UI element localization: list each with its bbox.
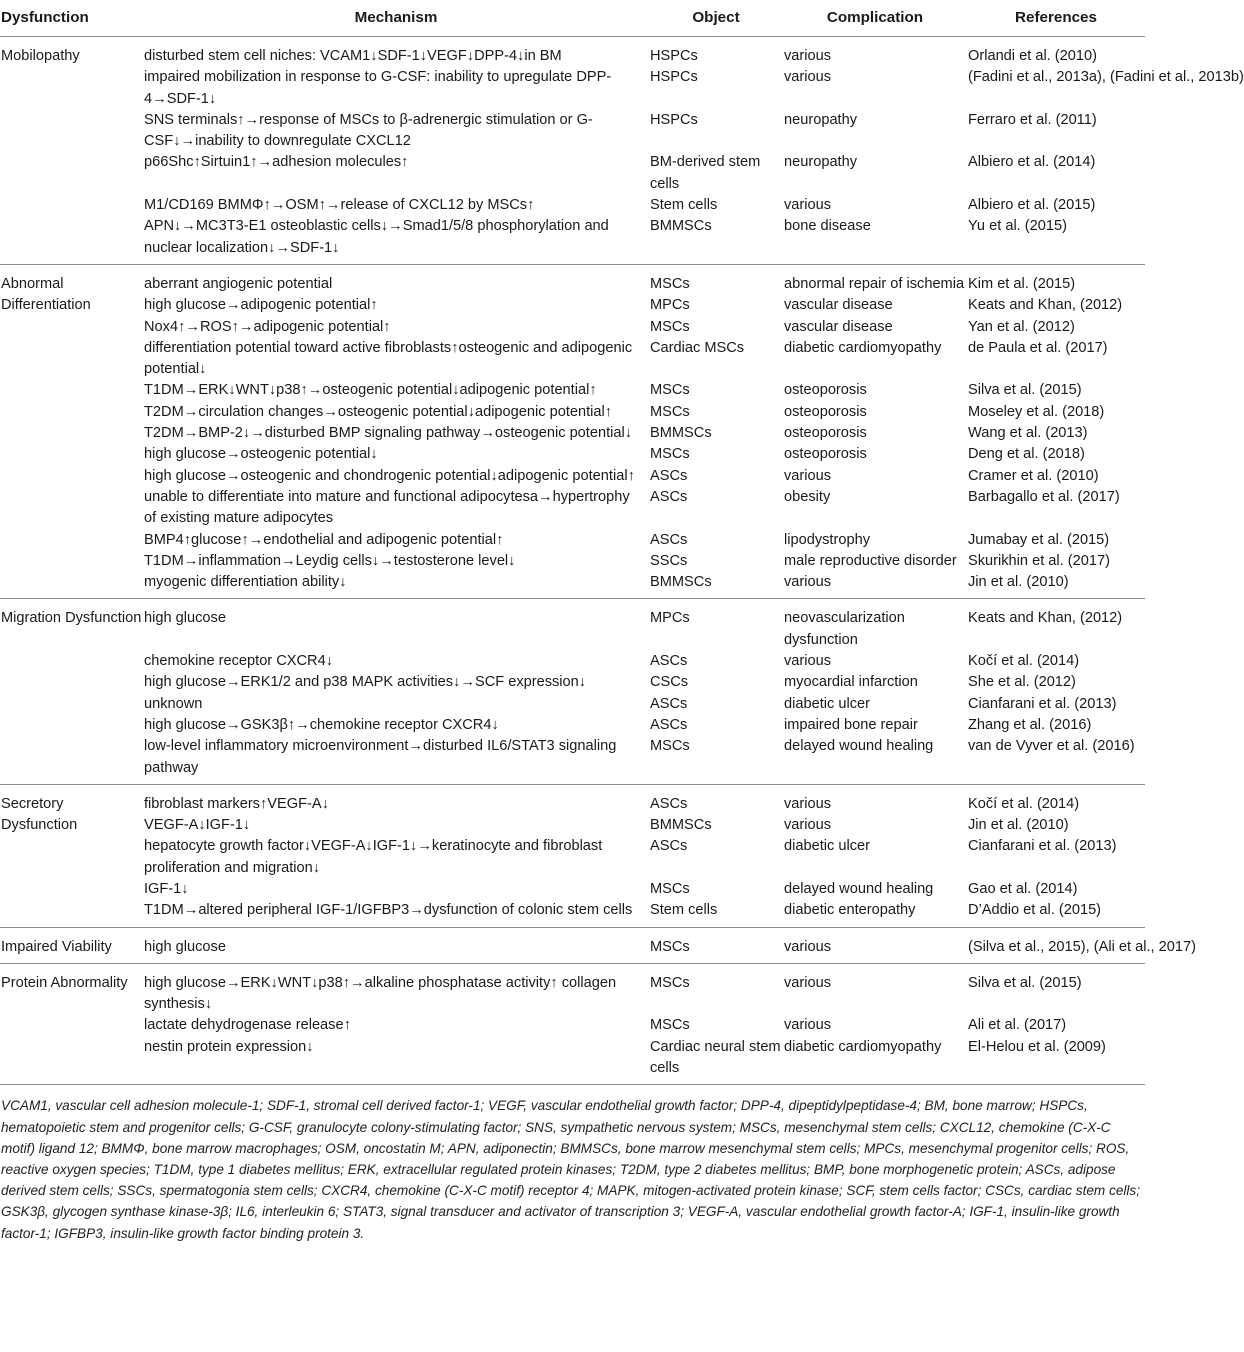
table-row [0, 152, 1145, 195]
dysfunction-cell: Migration Dysfunction [1, 610, 142, 627]
object-cell: BM-derived stem cells [650, 154, 761, 192]
object-cell: SSCs [650, 552, 688, 569]
references-cell: Deng et al. (2018) [968, 446, 1085, 463]
table-row [0, 423, 1145, 444]
complication-cell: various [784, 574, 832, 591]
object-cell: ASCs [650, 695, 688, 712]
object-cell: MPCs [650, 297, 690, 314]
references-cell: (Silva et al., 2015), (Ali et al., 2017) [968, 938, 1196, 955]
table-row [0, 1015, 1145, 1036]
complication-cell: osteoporosis [784, 403, 867, 420]
references-cell: de Paula et al. (2017) [968, 339, 1108, 356]
table-row [0, 317, 1145, 338]
references-cell: Skurikhin et al. (2017) [968, 552, 1110, 569]
complication-cell: impaired bone repair [784, 716, 918, 733]
complication-cell: diabetic cardiomyopathy [784, 1038, 942, 1055]
dysfunction-cell: Impaired Viability [1, 938, 112, 955]
object-cell: MSCs [650, 974, 690, 991]
complication-cell: vascular disease [784, 318, 893, 335]
dysfunction-cell: Mobilopathy [1, 48, 80, 64]
mechanism-cell: myogenic differentiation ability↓ [144, 574, 347, 591]
header-object: Object [649, 0, 783, 37]
object-cell: ASCs [650, 488, 688, 505]
complication-cell: myocardial infarction [784, 674, 918, 691]
complication-cell: neovascularization dysfunction [784, 610, 905, 648]
object-cell: Cardiac neural stem cells [650, 1038, 781, 1077]
object-cell: HSPCs [650, 69, 698, 86]
table-row [0, 836, 1145, 879]
object-cell: MSCs [650, 275, 690, 292]
references-cell: D’Addio et al. (2015) [968, 902, 1102, 919]
mechanism-cell: unable to differentiate into mature and functional adipocytesa→hypertrophy of existing mature adipocytes [144, 488, 630, 527]
mechanism-cell: low-level inflammatory microenvironment→disturbed IL6/STAT3 signaling pathway [144, 738, 617, 776]
complication-cell: delayed wound healing [784, 738, 934, 755]
mechanism-cell: T2DM→BMP-2↓→disturbed BMP signaling pathway→osteogenic potential↓ [144, 425, 633, 442]
table-row [0, 900, 1145, 927]
references-cell: Yan et al. (2012) [968, 318, 1075, 335]
object-cell: HSPCs [650, 111, 698, 128]
complication-cell: abnormal repair of ischemia [784, 275, 965, 292]
mechanism-cell: high glucose→ERK1/2 and p38 MAPK activities↓→SCF expression↓ [144, 674, 587, 691]
complication-cell: various [784, 795, 832, 812]
table-row [0, 694, 1145, 715]
references-cell: Silva et al. (2015) [968, 974, 1082, 991]
mechanism-cell: high glucose→osteogenic and chondrogenic potential↓adipogenic potential↑ [144, 467, 635, 484]
table-row [0, 110, 1145, 153]
table-row [0, 736, 1145, 784]
complication-cell: male reproductive disorder [784, 552, 957, 569]
mechanism-cell: lactate dehydrogenase release↑ [144, 1017, 351, 1034]
complication-cell: bone disease [784, 218, 871, 235]
mechanism-cell: impaired mobilization in response to G-CSF: inability to upregulate DPP-4→SDF-1↓ [144, 69, 612, 107]
dysfunction-cell: Secretory Dysfunction [1, 795, 78, 834]
object-cell: MSCs [650, 880, 690, 897]
mechanism-cell: APN↓→MC3T3-E1 osteoblastic cells↓→Smad1/5/8 phosphorylation and nuclear localization↓→SDF-1↓ [144, 218, 609, 256]
table-row [0, 67, 1145, 110]
complication-cell: various [784, 653, 832, 670]
dysfunction-group [0, 37, 1244, 265]
references-cell: Ferraro et al. (2011) [968, 111, 1097, 128]
references-cell: Jin et al. (2010) [968, 817, 1069, 834]
references-cell: Keats and Khan, (2012) [968, 297, 1123, 314]
table-row [0, 338, 1145, 381]
mechanism-cell: T2DM→circulation changes→osteogenic potential↓adipogenic potential↑ [144, 403, 613, 420]
mechanism-cell: hepatocyte growth factor↓VEGF-A↓IGF-1↓→keratinocyte and fibroblast proliferation and migration↓ [144, 838, 603, 876]
mechanism-cell: SNS terminals↑→response of MSCs to β-adrenergic stimulation or G-CSF↓→inability to downregulate CXCL12 [144, 111, 593, 150]
mechanism-cell: high glucose→ERK↓WNT↓p38↑→alkaline phosphatase activity↑ collagen synthesis↓ [144, 974, 617, 1013]
references-cell: El-Helou et al. (2009) [968, 1038, 1106, 1055]
object-cell: Stem cells [650, 197, 718, 214]
mechanism-cell: nestin protein expression↓ [144, 1038, 314, 1055]
table-row [0, 466, 1145, 487]
references-cell: Gao et al. (2014) [968, 880, 1078, 897]
dysfunction-group [0, 264, 1145, 598]
table-row [0, 402, 1145, 423]
table-row [0, 195, 1145, 216]
table-row [0, 551, 1145, 572]
table-row [0, 815, 1145, 836]
complication-cell: various [784, 197, 832, 214]
mechanism-cell: T1DM→altered peripheral IGF-1/IGFBP3→dysfunction of colonic stem cells [144, 902, 633, 919]
table-row [0, 927, 1145, 963]
object-cell: MPCs [650, 610, 690, 627]
table-row [0, 963, 1145, 1015]
references-cell: Keats and Khan, (2012) [968, 610, 1123, 627]
object-cell: ASCs [650, 531, 688, 548]
references-cell: Orlandi et al. (2010) [968, 48, 1097, 64]
dysfunction-cell: Protein Abnormality [1, 974, 128, 991]
mechanism-cell: fibroblast markers↑VEGF-A↓ [144, 795, 329, 812]
complication-cell: various [784, 938, 832, 955]
complication-cell: various [784, 467, 832, 484]
mechanism-cell: Nox4↑→ROS↑→adipogenic potential↑ [144, 318, 391, 335]
dysfunction-group [0, 927, 1196, 963]
table-row [0, 651, 1145, 672]
references-cell: Wang et al. (2013) [968, 425, 1088, 442]
table-row [0, 487, 1145, 530]
object-cell: Cardiac MSCs [650, 339, 745, 356]
object-cell: BMMSCs [650, 425, 712, 442]
object-cell: MSCs [650, 318, 690, 335]
mechanism-cell: unknown [144, 695, 203, 712]
complication-cell: various [784, 974, 832, 991]
mechanism-cell: IGF-1↓ [144, 880, 189, 897]
complication-cell: osteoporosis [784, 446, 867, 463]
complication-cell: diabetic ulcer [784, 838, 870, 855]
mechanism-cell: VEGF-A↓IGF-1↓ [144, 817, 251, 834]
complication-cell: delayed wound healing [784, 880, 934, 897]
references-cell: Yu et al. (2015) [968, 218, 1067, 235]
object-cell: MSCs [650, 738, 690, 755]
mechanism-cell: aberrant angiogenic potential [144, 275, 333, 292]
object-cell: ASCs [650, 795, 688, 812]
object-cell: CSCs [650, 674, 689, 691]
complication-cell: various [784, 817, 832, 834]
mechanism-cell: BMP4↑glucose↑→endothelial and adipogenic potential↑ [144, 531, 504, 548]
references-cell: Ali et al. (2017) [968, 1017, 1067, 1034]
references-cell: Kočí et al. (2014) [968, 653, 1080, 670]
object-cell: BMMSCs [650, 574, 712, 591]
object-cell: MSCs [650, 382, 690, 399]
complication-cell: obesity [784, 488, 831, 505]
dysfunction-cell: Abnormal Differentiation [1, 275, 91, 314]
mechanism-cell: T1DM→inflammation→Leydig cells↓→testosterone level↓ [144, 552, 516, 569]
complication-cell: osteoporosis [784, 382, 867, 399]
complication-cell: various [784, 69, 832, 86]
header-complication: Complication [783, 0, 967, 37]
table-row [0, 672, 1145, 693]
mechanism-cell: high glucose [144, 610, 226, 627]
references-cell: Moseley et al. (2018) [968, 403, 1105, 420]
references-cell: Zhang et al. (2016) [968, 716, 1092, 733]
mechanism-cell: p66Shc↑Sirtuin1↑→adhesion molecules↑ [144, 154, 409, 171]
table-row [0, 1037, 1145, 1085]
complication-cell: various [784, 48, 832, 64]
object-cell: ASCs [650, 467, 688, 484]
references-cell: Cianfarani et al. (2013) [968, 695, 1117, 712]
table-row [0, 530, 1145, 551]
references-cell: Albiero et al. (2015) [968, 197, 1096, 214]
complication-cell: neuropathy [784, 154, 858, 171]
table-row [0, 37, 1145, 68]
table-row [0, 715, 1145, 736]
table-footnote: VCAM1, vascular cell adhesion molecule-1; SDF-1, stromal cell derived factor-1; VEGF, vascular endothelial growth factor; DPP-4, dipeptidylpeptidase-4; BM, bone marrow; HSPCs, hematopoietic stem and progenitor cells; G-CSF, granulocyte colony-stimulating factor; SNS, sympathetic nervous system; MSCs, mesenchymal stem cells; CXCL12, chemokine (C-X-C motif) ligand 12; BMMΦ, bone marrow macrophages; OSM, oncostatin M; APN, adiponectin; BMMSCs, bone marrow mesenchymal stem cells; MPCs, mesenchymal progenitor cells; ROS, reactive oxygen species; T1DM, type 1 diabetes mellitus; ERK, extracellular regulated protein kinases; T2DM, type 2 diabetes mellitus; BMP, bone morphogenetic protein; ASCs, adipose derived stem cells; SSCs, spermatogonia stem cells; CXCR4, chemokine (C-X-C motif) receptor 4; MAPK, mitogen-activated protein kinase; SCF, stem cells factor; CSCs, cardiac stem cells; GSK3β, glycogen synthase kinase-3β; IL6, interleukin 6; STAT3, signal transducer and activator of transcription 3; VEGF-A, vascular endothelial growth factor-A; IGF-1, insulin-like growth factor-1; IGFBP3, insulin-like growth factor binding protein 3. [1, 1098, 1140, 1241]
complication-cell: osteoporosis [784, 425, 867, 442]
references-cell: Silva et al. (2015) [968, 382, 1082, 399]
mechanism-cell: differentiation potential toward active fibroblasts↑osteogenic and adipogenic potential↓ [144, 339, 633, 378]
header-mechanism: Mechanism [143, 0, 649, 37]
mechanism-cell: T1DM→ERK↓WNT↓p38↑→osteogenic potential↓adipogenic potential↑ [144, 382, 597, 399]
object-cell: MSCs [650, 938, 690, 955]
header-row [0, 0, 1145, 37]
table-row [0, 216, 1145, 264]
mechanism-cell: disturbed stem cell niches: VCAM1↓SDF-1↓VEGF↓DPP-4↓in BM [144, 48, 562, 64]
table-row [0, 380, 1145, 401]
object-cell: HSPCs [650, 48, 698, 64]
complication-cell: diabetic enteropathy [784, 902, 916, 919]
mechanism-cell: chemokine receptor CXCR4↓ [144, 653, 333, 670]
complication-cell: diabetic cardiomyopathy [784, 339, 942, 356]
object-cell: BMMSCs [650, 817, 712, 834]
mechanism-cell: high glucose→GSK3β↑→chemokine receptor CXCR4↓ [144, 716, 499, 733]
header-references: References [967, 0, 1145, 37]
object-cell: Stem cells [650, 902, 718, 919]
dysfunction-group [0, 784, 1145, 927]
complication-cell: vascular disease [784, 297, 893, 314]
complication-cell: lipodystrophy [784, 531, 870, 548]
complication-cell: various [784, 1017, 832, 1034]
references-cell: Cramer et al. (2010) [968, 467, 1099, 484]
complication-cell: neuropathy [784, 111, 858, 128]
object-cell: MSCs [650, 403, 690, 420]
table-row [0, 444, 1145, 465]
references-cell: van de Vyver et al. (2016) [968, 738, 1135, 755]
object-cell: ASCs [650, 838, 688, 855]
object-cell: MSCs [650, 1017, 690, 1034]
references-cell: Cianfarani et al. (2013) [968, 838, 1117, 855]
table-row [0, 295, 1145, 316]
object-cell: MSCs [650, 446, 690, 463]
references-cell: She et al. (2012) [968, 674, 1076, 691]
object-cell: BMMSCs [650, 218, 712, 235]
references-cell: Albiero et al. (2014) [968, 154, 1096, 171]
table-row [0, 784, 1145, 815]
mechanism-cell: high glucose→adipogenic potential↑ [144, 297, 378, 314]
header-dysfunction: Dysfunction [0, 0, 143, 37]
mechanism-cell: M1/CD169 BMMΦ↑→OSM↑→release of CXCL12 by MSCs↑ [144, 197, 535, 214]
table-header [0, 0, 1145, 37]
table-row [0, 599, 1145, 651]
references-cell: Jumabay et al. (2015) [968, 531, 1110, 548]
complication-cell: diabetic ulcer [784, 695, 870, 712]
references-cell: Kim et al. (2015) [968, 275, 1076, 292]
dysfunction-group [0, 963, 1145, 1084]
object-cell: ASCs [650, 653, 688, 670]
references-cell: Jin et al. (2010) [968, 574, 1069, 591]
table-row [0, 264, 1145, 295]
references-cell: Barbagallo et al. (2017) [968, 488, 1120, 505]
dysfunction-group [0, 599, 1145, 784]
mechanism-cell: high glucose→osteogenic potential↓ [144, 446, 378, 463]
table-row [0, 572, 1145, 599]
object-cell: ASCs [650, 716, 688, 733]
table-row [0, 879, 1145, 900]
references-cell: Kočí et al. (2014) [968, 795, 1080, 812]
mechanism-cell: high glucose [144, 938, 226, 955]
references-cell: (Fadini et al., 2013a), (Fadini et al., 2013b) [968, 69, 1244, 86]
